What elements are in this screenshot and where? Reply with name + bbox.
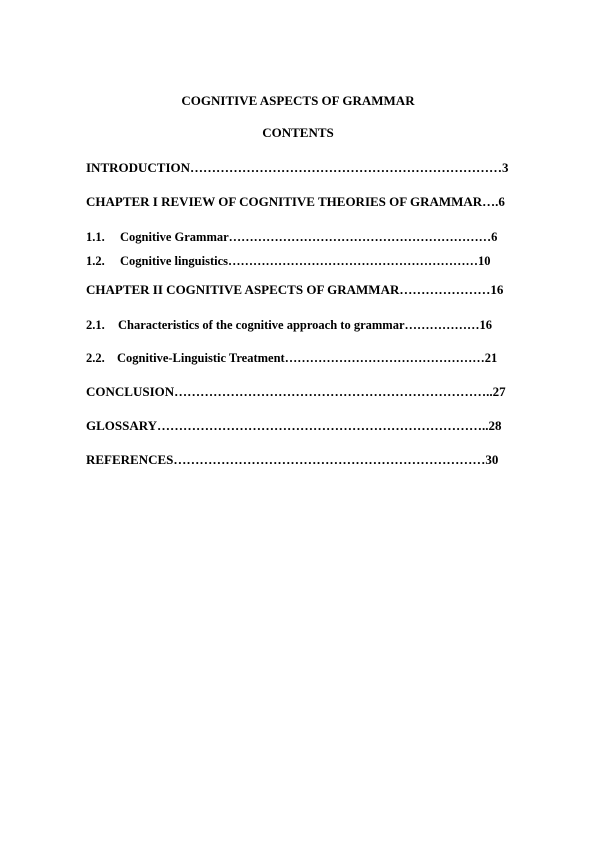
toc-entry-number: 1.2.: [86, 254, 105, 268]
toc-entry-number: 2.2.: [86, 351, 105, 365]
contents-heading: CONTENTS: [262, 125, 334, 140]
toc-entry-text: INTRODUCTION………………………………………………………………3: [86, 160, 509, 175]
document-title: COGNITIVE ASPECTS OF GRAMMAR: [181, 93, 415, 108]
toc-entry-glossary: [86, 418, 502, 434]
toc-entry-text: Cognitive-Linguistic Treatment…………………………………………21: [117, 351, 498, 365]
toc-entry-text: Cognitive linguistics……………………………………………………10: [120, 254, 491, 268]
toc-entry-references: [86, 452, 498, 468]
toc-entry-1-1: [86, 229, 497, 245]
toc-entry-text: Characteristics of the cognitive approach to grammar………………16: [118, 318, 493, 332]
toc-entry-number: 1.1.: [86, 230, 105, 244]
toc-entry-chapter-1: [86, 194, 505, 210]
toc-entry-text: CHAPTER I REVIEW OF COGNITIVE THEORIES OF GRAMMAR….6: [86, 194, 505, 209]
toc-entry-text: REFERENCES………………………………………………………………30: [86, 452, 499, 467]
toc-entry-2-1: [86, 317, 492, 333]
toc-entry-text: CHAPTER II COGNITIVE ASPECTS OF GRAMMAR…………………16: [86, 282, 504, 297]
toc-entry-text: Cognitive Grammar………………………………………………………6: [120, 230, 498, 244]
toc-entry-1-2: [86, 253, 491, 269]
toc-entry-number: 2.1.: [86, 318, 105, 332]
toc-entry-text: GLOSSARY…………………………………………………………………..28: [86, 418, 502, 433]
toc-entry-chapter-2: [86, 282, 503, 298]
toc-entry-text: CONCLUSION………………………………………………………………..27: [86, 384, 506, 399]
toc-entry-2-2: [86, 350, 497, 366]
toc-entry-introduction: [86, 160, 509, 176]
toc-entry-conclusion: [86, 384, 506, 400]
